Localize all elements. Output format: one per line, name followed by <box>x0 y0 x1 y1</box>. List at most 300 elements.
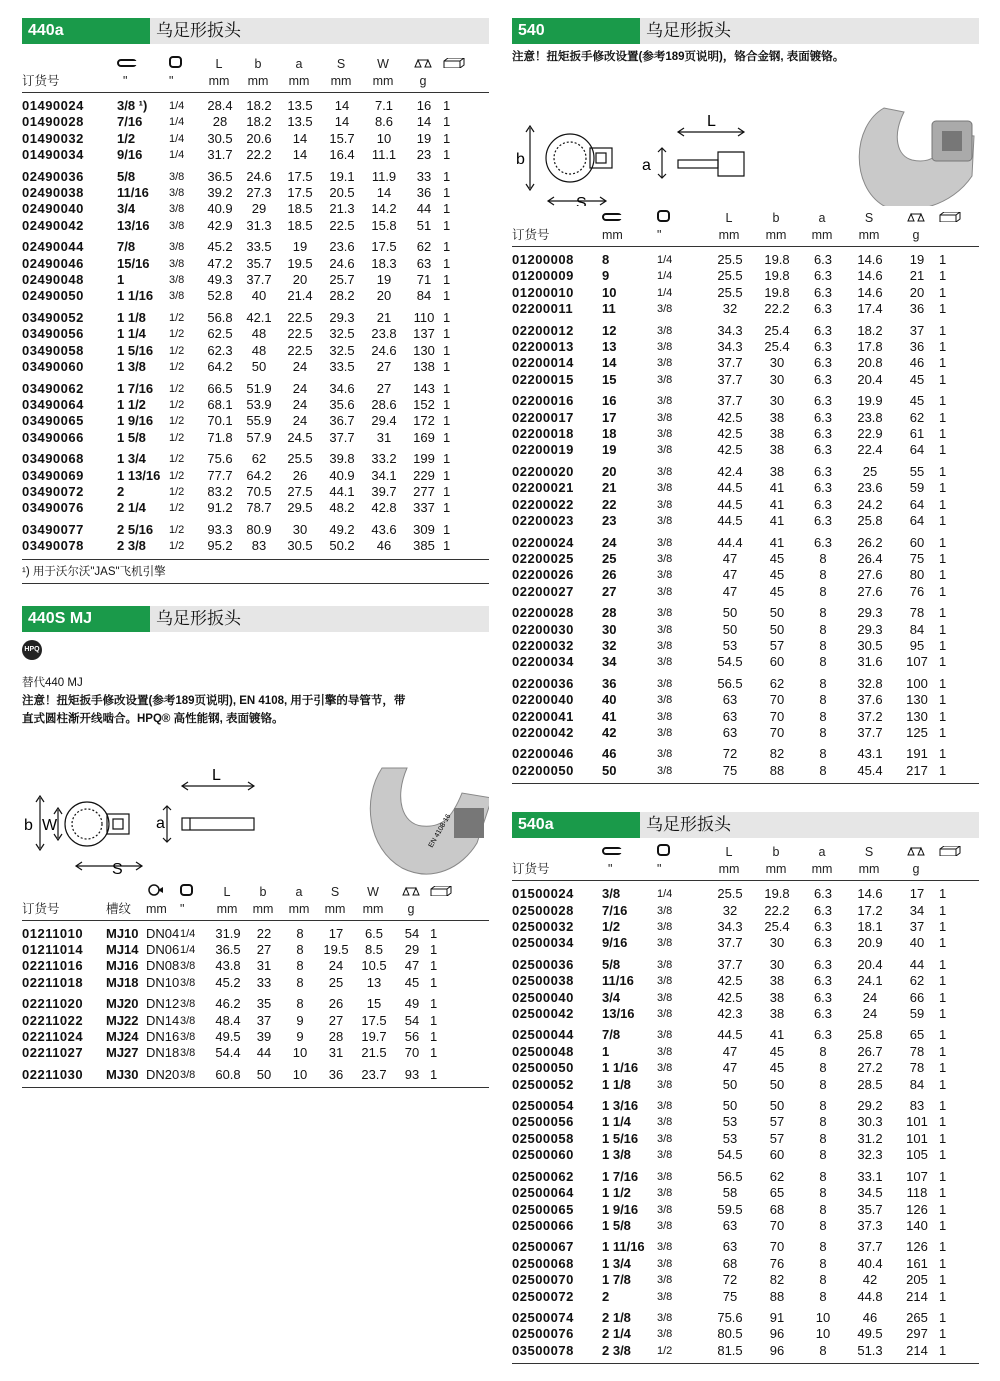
row-group <box>512 459 979 530</box>
table-cell: 24 <box>328 958 344 974</box>
table-cell: 28 <box>212 114 228 130</box>
table-cell: 1/4 <box>657 888 673 901</box>
table-cell: 50 <box>769 1098 785 1114</box>
table-cell: 130 <box>906 692 928 708</box>
table-cell: 41 <box>769 513 785 529</box>
table-cell: 1 5/8 <box>602 1217 631 1233</box>
package-icon <box>939 844 979 862</box>
table-cell: 25 <box>328 974 344 990</box>
table-cell: 31.2 <box>857 1130 883 1146</box>
unit-groove: mm <box>146 902 180 921</box>
table-cell: 50 <box>722 1098 738 1114</box>
scale-icon <box>895 210 939 228</box>
table-row <box>22 147 489 163</box>
row-group <box>22 446 489 517</box>
table-cell: 25 <box>602 550 617 566</box>
table-cell: 36 <box>602 675 617 691</box>
table-cell: 59 <box>909 480 925 496</box>
col-L: L <box>215 57 223 71</box>
table-cell: 30 <box>769 371 785 387</box>
table-cell: 02500067 <box>512 1239 574 1255</box>
table-cell: 80.9 <box>246 521 272 537</box>
table-cell: 14 <box>334 114 350 130</box>
table-cell: 1 <box>939 480 947 496</box>
table-cell: 8 <box>819 567 827 583</box>
table-row <box>22 397 489 413</box>
table-cell: 1/2 <box>169 502 185 515</box>
unit-a: mm <box>801 228 845 247</box>
section-code: 440a <box>22 18 150 44</box>
row-group <box>22 164 489 235</box>
table-row <box>22 413 489 429</box>
table-cell: 37 <box>909 919 925 934</box>
table-cell: 25.4 <box>764 919 790 934</box>
table-cell: 28 <box>328 1029 344 1044</box>
table-cell: 03490058 <box>22 342 84 358</box>
table-row <box>512 1093 979 1114</box>
table-cell: 1 <box>443 467 451 483</box>
table-cell: 32.3 <box>857 1147 883 1163</box>
table-cell: 1 <box>939 442 947 458</box>
table-cell: 53 <box>722 637 738 653</box>
unit-S: mm <box>321 74 363 93</box>
table-cell: 30.5 <box>287 538 313 554</box>
table-cell: 1 <box>939 637 947 653</box>
table-row <box>512 1218 979 1234</box>
table-cell: 6.3 <box>813 1006 833 1022</box>
table-cell: 1/4 <box>180 943 196 956</box>
table-cell: 19 <box>376 272 392 288</box>
table-cell: 23.8 <box>371 326 397 342</box>
table-cell: 17.4 <box>857 301 883 317</box>
table-cell: 30 <box>769 355 785 371</box>
table-cell: 01500024 <box>512 886 574 902</box>
table-cell: DN10 <box>146 974 180 990</box>
table-cell: 34.3 <box>717 339 743 355</box>
unit-S: mm <box>845 228 895 247</box>
table-cell: 03490072 <box>22 483 84 499</box>
table-row <box>512 372 979 388</box>
table-cell: 03490060 <box>22 359 84 375</box>
table-cell: 24 <box>292 396 308 412</box>
table-cell: 75 <box>909 550 925 566</box>
table-cell: 14 <box>416 114 432 130</box>
table-cell: 27 <box>328 1012 344 1028</box>
table-cell: DN12 <box>146 996 180 1012</box>
table-cell: 45 <box>769 1060 785 1076</box>
table-row <box>512 480 979 496</box>
table-cell: 23.7 <box>361 1066 387 1082</box>
table-cell: 32.5 <box>329 342 355 358</box>
table-cell: 125 <box>906 724 928 740</box>
table-cell: 6.3 <box>813 284 833 300</box>
table-cell: 3/8 <box>657 1132 673 1145</box>
package-icon <box>430 884 489 902</box>
table-row <box>22 500 489 516</box>
table-cell: 1/4 <box>657 254 673 266</box>
table-cell: 3/8 <box>657 921 673 933</box>
table-cell: 53 <box>722 1114 738 1130</box>
table-cell: 3/8 <box>169 170 185 183</box>
col-W: W <box>367 884 379 899</box>
table-cell: 3/8 <box>657 748 673 761</box>
table-cell: 3/8 <box>169 241 185 254</box>
table-cell: 37.6 <box>857 692 883 708</box>
table-cell: 8 <box>819 746 827 762</box>
table-row <box>512 1022 979 1043</box>
table-cell: 6.3 <box>813 355 833 371</box>
table-cell: 8 <box>819 724 827 740</box>
table-cell: 1 <box>939 973 947 989</box>
table-cell: 1/4 <box>657 286 673 299</box>
table-cell: 43.8 <box>215 958 241 974</box>
table-cell: 64 <box>909 442 925 458</box>
table-row <box>512 1131 979 1147</box>
table-cell: 8 <box>819 1076 827 1092</box>
table-end-rule <box>22 1087 489 1088</box>
table-cell: 45.2 <box>207 239 233 255</box>
table-cell: 03490076 <box>22 500 84 516</box>
table-cell: 8 <box>819 675 827 691</box>
table-cell: 13.5 <box>287 98 313 113</box>
table-cell: 3/8 <box>657 341 673 354</box>
table-cell: 50.2 <box>329 538 355 554</box>
table-cell: 20.6 <box>246 130 272 146</box>
table-cell: 84 <box>909 1076 925 1092</box>
table-cell: 1 <box>939 426 947 442</box>
table-cell: 03490066 <box>22 429 84 445</box>
size-symbol-icon <box>602 210 657 228</box>
table-cell: 265 <box>906 1309 928 1325</box>
table-cell: MJ16 <box>106 958 139 974</box>
table-cell: 3/8 <box>657 444 673 457</box>
table-cell: 01200008 <box>512 252 574 267</box>
table-cell: 1 <box>443 538 451 554</box>
table-row <box>512 741 979 762</box>
table-cell: 70 <box>769 692 785 708</box>
table-cell: 02490040 <box>22 201 84 217</box>
col-a: a <box>818 211 826 225</box>
col-S: S <box>330 884 340 899</box>
table-cell: 03490056 <box>22 326 84 342</box>
table-cell: 2 1/4 <box>117 500 146 516</box>
table-cell: 3/8 <box>657 677 673 690</box>
unit-L: mm <box>707 228 753 247</box>
table-cell: 3/8 <box>657 991 673 1004</box>
table-cell: 16 <box>602 393 617 409</box>
table-cell: 15.8 <box>371 217 397 233</box>
table-cell: 01200009 <box>512 268 574 284</box>
table-cell: 1 <box>939 708 947 724</box>
table-cell: 1/2 <box>117 130 136 146</box>
table-cell: 02500056 <box>512 1114 574 1130</box>
table-cell: 214 <box>906 1342 928 1358</box>
table-cell: 143 <box>413 380 435 396</box>
table-cell: 34.3 <box>717 322 743 338</box>
table-cell: 57 <box>769 1130 785 1146</box>
table-cell: 47 <box>404 958 420 974</box>
table-cell: 8 <box>819 621 827 637</box>
table-cell: 70.1 <box>207 413 233 429</box>
table-cell: 1 <box>939 1342 947 1358</box>
table-cell: 1 <box>939 956 947 972</box>
table-cell: 54.5 <box>717 1147 743 1163</box>
table-cell: 25 <box>862 463 878 479</box>
table-cell: 02490042 <box>22 217 84 233</box>
size-symbol-icon <box>602 844 657 862</box>
table-cell: DN08 <box>146 958 180 974</box>
table-cell: 18.1 <box>857 919 883 934</box>
table-cell: 25.8 <box>857 1027 883 1043</box>
table-row <box>512 638 979 654</box>
col-b: b <box>259 884 267 899</box>
table-cell: 17 <box>602 409 617 425</box>
unit-L: mm <box>707 862 753 881</box>
table-row <box>512 318 979 339</box>
col-order: 订货号 <box>22 74 117 93</box>
table-cell: 02211024 <box>22 1029 84 1044</box>
table-cell: 88 <box>769 762 785 778</box>
table-cell: 3/8 <box>657 1290 673 1303</box>
table-cell: 02200013 <box>512 339 574 355</box>
row-group <box>512 318 979 389</box>
table-cell: 1 <box>939 1272 947 1288</box>
table-cell: 03490062 <box>22 380 84 396</box>
table-cell: 60 <box>909 534 925 550</box>
table-cell: 8 <box>819 1288 827 1304</box>
table-cell: 18.2 <box>246 114 272 130</box>
table-cell: 3/8 <box>657 904 673 917</box>
table-cell: 02500058 <box>512 1130 574 1146</box>
dim-L: L <box>212 766 221 784</box>
table-cell: 32.5 <box>329 326 355 342</box>
table-cell: 91.2 <box>207 500 233 516</box>
table-cell: 02200030 <box>512 621 574 637</box>
table-cell: 02200034 <box>512 654 574 670</box>
table-cell: 35.6 <box>329 396 355 412</box>
table-cell: 40.4 <box>857 1255 883 1271</box>
table-cell: 24 <box>862 1006 878 1022</box>
table-cell: 44 <box>909 956 925 972</box>
table-cell: 38 <box>769 1006 785 1022</box>
table-cell: 27 <box>256 941 272 957</box>
section-code: 540a <box>512 812 640 838</box>
left-column <box>22 0 489 1088</box>
table-cell: 36.5 <box>215 941 241 957</box>
unit-a: mm <box>282 902 318 921</box>
table-cell: 3/8 <box>657 1029 673 1042</box>
table-cell: 1/2 <box>169 453 185 466</box>
col-groove: 槽纹 <box>106 902 146 921</box>
table-cell: 2 1/4 <box>602 1326 631 1342</box>
table-cell: 205 <box>906 1272 928 1288</box>
table-cell: 1 <box>443 380 451 396</box>
table-cell: 70 <box>769 1239 785 1255</box>
table-cell: 1 9/16 <box>117 413 154 429</box>
table-cell: 19.8 <box>764 268 790 284</box>
table-cell: 1 <box>939 1168 947 1184</box>
table-cell: 15.7 <box>329 130 355 146</box>
table-cell: 80.5 <box>717 1326 743 1342</box>
table-cell: 14 <box>602 355 617 371</box>
row-group <box>22 517 489 555</box>
table-cell: 191 <box>906 746 928 762</box>
table-cell: 30 <box>769 956 785 972</box>
table-cell: 44.5 <box>717 480 743 496</box>
table-cell: 29.5 <box>287 500 313 516</box>
table-cell: 70 <box>769 724 785 740</box>
table-cell: 25.4 <box>764 339 790 355</box>
row-group <box>22 305 489 376</box>
figure-440s-mj <box>22 738 489 878</box>
table-cell: 19.5 <box>287 255 313 271</box>
unit-S: mm <box>318 902 354 921</box>
note-540: 注意！扭矩扳手修改设置(参考189页说明)，铬合金钢, 表面镀铬。 <box>512 51 845 63</box>
stamp-text: EN 4108-16 <box>427 812 453 849</box>
table-cell: 33 <box>416 168 432 184</box>
table-cell: 37.7 <box>717 393 743 409</box>
table-cell: 8 <box>819 1185 827 1201</box>
table-cell: 1 <box>430 925 438 941</box>
table-cell: 1 5/16 <box>602 1130 639 1146</box>
table-cell: 1/4 <box>180 927 196 940</box>
table-cell: 1 <box>430 996 438 1012</box>
table-cell: 1 <box>430 1012 438 1028</box>
table-cell: 1 <box>939 371 947 387</box>
table-cell: 110 <box>413 309 435 325</box>
table-cell: 02500032 <box>512 919 574 934</box>
table-cell: 2 1/8 <box>602 1309 631 1325</box>
table-cell: 3/8 <box>657 1149 673 1162</box>
table-cell: 58 <box>722 1185 738 1201</box>
table-cell: DN20 <box>146 1066 180 1082</box>
table-cell: 12 <box>602 322 617 338</box>
row-group <box>512 1093 979 1164</box>
table-cell: 41 <box>769 1027 785 1043</box>
table-cell: 7/16 <box>117 114 143 130</box>
table-cell: 34.3 <box>717 919 743 934</box>
table-cell: 43.1 <box>857 746 883 762</box>
table-cell: 02200023 <box>512 513 574 529</box>
table-cell: 34 <box>909 902 925 918</box>
table-cell: 45 <box>769 567 785 583</box>
table-cell: 02500066 <box>512 1217 574 1233</box>
table-cell: 01200010 <box>512 284 574 300</box>
table-cell: 8 <box>819 1217 827 1233</box>
table-cell: 24 <box>292 413 308 429</box>
table-cell: 1 <box>939 1239 947 1255</box>
table-cell: 02200021 <box>512 480 574 496</box>
unit-g: g <box>405 74 443 93</box>
table-cell: 44 <box>416 201 432 217</box>
table-cell: 24 <box>292 380 308 396</box>
table-cell: 6.3 <box>813 886 833 902</box>
table-row <box>22 343 489 359</box>
table-cell: 1 <box>939 902 947 918</box>
table-cell: 14.6 <box>857 252 883 267</box>
table-cell: 02500072 <box>512 1288 574 1304</box>
table-cell: 20 <box>292 272 308 288</box>
table-cell: 96 <box>769 1342 785 1358</box>
table-cell: 28.5 <box>857 1076 883 1092</box>
section-code: 440S MJ <box>22 606 150 632</box>
table-cell: 68 <box>722 1255 738 1271</box>
table-cell: 9/16 <box>602 935 628 951</box>
table-cell: 8 <box>819 1130 827 1146</box>
table-cell: 1 7/16 <box>117 380 154 396</box>
table-cell: 3/8 <box>180 976 196 989</box>
col-S: S <box>336 57 346 71</box>
table-row <box>512 1147 979 1163</box>
table-row <box>512 268 979 284</box>
package-icon <box>939 210 979 228</box>
table-cell: 42.5 <box>717 426 743 442</box>
table-cell: 01490024 <box>22 98 84 113</box>
table-row <box>22 359 489 375</box>
table-cell: 47.2 <box>207 255 233 271</box>
table-cell: MJ18 <box>106 974 139 990</box>
table-cell: 38 <box>769 442 785 458</box>
table-row <box>512 1077 979 1093</box>
table-cell: 25.5 <box>287 451 313 467</box>
table-row <box>512 1272 979 1288</box>
table-cell: 1 <box>939 886 947 902</box>
table-cell: 02490038 <box>22 185 84 201</box>
table-row <box>512 355 979 371</box>
table-cell: 51.3 <box>857 1342 883 1358</box>
table-cell: 1 <box>939 1114 947 1130</box>
dim-L: L <box>707 113 716 130</box>
table-cell: 3/8 <box>180 1068 196 1081</box>
table-cell: DN06 <box>146 941 180 957</box>
table-cell: 23 <box>602 513 617 529</box>
table-cell: 72 <box>722 1272 738 1288</box>
table-cell: 20 <box>909 284 925 300</box>
row-group <box>512 952 979 1023</box>
unit-size: " <box>602 862 657 881</box>
table-540 <box>512 210 979 779</box>
table-cell: 01490032 <box>22 130 84 146</box>
table-row <box>22 920 489 942</box>
table-cell: 8 <box>296 941 304 957</box>
table-cell: 53 <box>722 1130 738 1146</box>
table-cell: 27.3 <box>246 185 272 201</box>
table-cell: 19 <box>909 252 925 267</box>
table-cell: 9/16 <box>117 147 143 163</box>
table-cell: 3/8 <box>657 937 673 950</box>
table-cell: 11.1 <box>371 147 397 163</box>
table-cell: 15 <box>602 371 617 387</box>
table-cell: 48.4 <box>215 1012 241 1028</box>
table-row <box>512 654 979 670</box>
table-cell: 10 <box>292 1066 308 1082</box>
table-cell: 6.3 <box>813 513 833 529</box>
table-cell: 8 <box>296 958 304 974</box>
table-cell: 1 <box>939 463 947 479</box>
table-cell: 1 <box>939 919 947 934</box>
table-cell: 02200017 <box>512 409 574 425</box>
table-cell: 1 <box>939 692 947 708</box>
table-cell: 37.7 <box>717 355 743 371</box>
table-cell: 3/8 <box>657 764 673 777</box>
table-cell: 71.8 <box>207 429 233 445</box>
table-cell: 13 <box>602 339 617 355</box>
table-cell: 1 <box>939 496 947 512</box>
table-cell: 02500074 <box>512 1309 574 1325</box>
table-cell: 02500068 <box>512 1255 574 1271</box>
table-cell: 3/8 <box>657 1116 673 1129</box>
table-cell: 1 <box>443 201 451 217</box>
